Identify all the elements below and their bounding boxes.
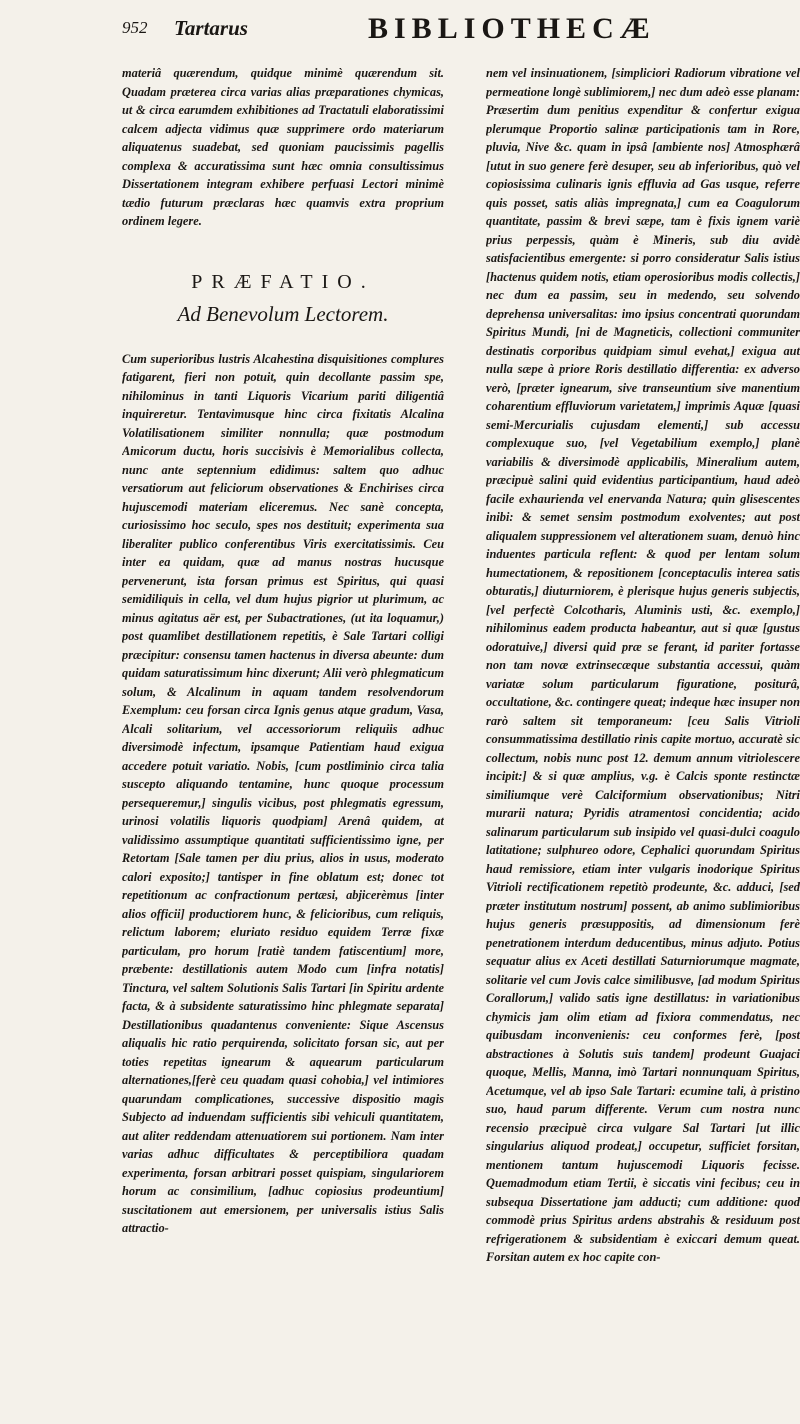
running-title: BIBLIOTHECÆ (368, 12, 656, 45)
running-header (122, 12, 800, 48)
right-column (486, 64, 800, 1424)
addressee-heading: Ad Benevolum Lectorem. (177, 302, 389, 326)
running-word: Tartarus (174, 16, 248, 40)
intro-paragraph: materiâ quærendum, quidque minimè quærendum sit. Quadam præterea circa varias alias præparationes chymicas, ut & circa earumdem exhibitiones ad Tractatuli elaboratissimi calcem adjecta vidimus quæ supprimere ordo materiarum aliquatenus suadebat, sed quoniam paucissimis pagellis complexa & accuratissima sunt hæc omnia consultissimus Dissertationem integram exhibere perfuasi Lectori minimè tædio futurum præclaras hæc quamvis extra proprium ordinem legere. (122, 66, 444, 228)
continuation-paragraph: nem vel insinuationem, [simpliciori Radiorum vibratione vel permeatione longè sublimiorem,] nec dum adeò esse planam: Præsertim dum penitius expenditur & confertur exigua plerumque Proportio salinæ participationis tam in Rore, pluvia, Nive &c. quam in ipsâ [ambiente nos] Atmosphærâ [utut in suo genere ferè desuper, seu ab inferioribus, quò vel copiosissima culinaris ignis effluvia ad Gas usque, referre quis posset, satis aliàs impregnata,] cum ea Coagulorum quantitate, passim & brevi sæpe, tam è fixis ignem variè prius perpessis, quàm è Mineris, sub diu avidè satisfacientibus emergente: si porro consideratur Salis istius [hactenus quidem notis, etiam operosioribus modis collectis,] nec dum ea passim, seu in medendo, seu solvendo deprehensa universalitas: imo ipsius concentrati quorundam Spiritus Mundi, [ni de Magneticis, collectioni communiter destinatis corporibus quidpiam simul evehat,] exigua aut nulla sæpe à priore Roris destillatio differentia: ex adverso verò, [præter ignearum, sive transeuntium sive manentium coharentium effluviorum varietatem,] imprimis Aquæ [quasi semi-Mercurialis cujusdam elementi,] sub accessu complexuque suo, [vel Vegetabilium exemplo,] planè variabilis & diversimodè applicabilis, Mineralium autem, præcipuè salini quid evidentius participantium, haud adeò facile exhaurienda vel enervanda Natura; quin glisescentes inibi: & semet sensim postmodum exolventes; aut post aliqualem suppressionem vel alterationem suam, denuò hinc induentes particula reflent: & quod per lentam solum humectationem, & repositionem [conceptaculis interea satis obturatis,] diuturniorem, è plerisque hujus generis subjectis, [vel perfectè Colcotharis, Aluminis usti, &c. exemplo,] nihilominus eadem producta habeantur, aut si quæ [gustus odoratuive,] diversi quid præ se ferant, id pariter fortasse non tam novæ extrinsecæque substantia accessui, quàm variatæ solum particularum figuratione, positurâ, occultatione, &c. contingere queat; indeque hæc insuper non rarò saltem sit temporaneum: [ceu Salis Vitrioli consummatissima destillatio rinis capite mortuo, accuratè sic collectum, nobis nunc post 12. demum annum vitriolescere incipit:] & si quæ amplius, v.g. è Calcis sponte restinctæ similiumque verè Calciformium observationibus; Nitri murarii natura; Pyridis atramentosi concidentia; acido salinarum particularum sub insipido vel quasi-dulci coagulo latitatione; sulphureo odore, Cephalici quorundam Spiritus haud remissiore, etiam inter vulgaris inodorique Spiritus Vitrioli rectificationem repetitò prodeunte, &c. adduci, [sed præter institutum nostrum] possent, ab animo sublimioribus hujus generis præsuppositis, ad dimensionum ferè penetrationem interdum deducentibus, minus adjuto. Potius sequatur alius ex Aceti destillati Saturniorumque magmate, solitarie vel cum Jovis calce similibusve, [ad modum Spiritus Corallorum,] valido satis igne destillatus: in variationibus chymicis jam olim etiam ad fixiora commendatus, nec quibusdam inconvenienis: ceu conformes ferè, [post abstractiones à Solutis suis tandem] prodeunt Guajaci quoque, Mellis, Manna, imò Tartari nonnunquam Spiritus, Acetumque, vel ab ipso Sale Tartari: ecumine tali, à pristino suo, haud parum differente. Verum cum nostra nunc recensio præcipuè circa vulgare Sal Tartari [ut illic singularius aliquod prodeat,] occupetur, sufficiet forsitan, mentionem tantum hujuscemodi Liquoris fecisse. Quemadmodum etiam Tertii, è siccatis vini fecibus; ceu in subsequa Dissertatione jam adducti; cum additione: quod commodè prius Spiritus ardens abstrahis & residuum post refrigerationem & subsidentiam è exiccari demum queat. Forsitan autem ex hoc capite con- (486, 66, 800, 1264)
preface-paragraph: Cum superioribus lustris Alcahestina disquisitiones complures fatigarent, fieri non potuit, quin decollante passim spe, nihilominus in tanti Liquoris Vicarium pariti diligentiâ inquireretur. Tentavimusque hinc circa fixitatis Alcalina Volatilisationem similiter nonnulla; quæ postmodum Amicorum ductu, horis succisivis è Memorialibus collecta, nunc ante septennium edidimus: saltem quo adhuc versatiorum aut feliciorum observationes & Enchirises circa hujuscemodi materiam eliceremus. Nec sanè concepta, curiosissimo hoc seculo, spes nos destituit; experimenta sua liberaliter publico conferentibus Viris exercitatissimis. Ceu inter ea quidam, quæ ad manus nostras hucusque pervenerunt, ista forsan primus est Spiritus, qui quasi semidiliquis in cella, vel dum hujus pigrior ut plurimum, ac minus agitatus aër est, per Subactrationes, (ut ita loquamur,) post quamlibet destillationem repetitis, è Sale Tartari colligi præcipitur: consensu tamen hactenus in diversa abeunte: dum quidam saturatissimum hinc dixerunt; Alii verò phlegmaticum solum, & Alcalinum in aquam tandem resolvendorum Exemplum: ceu forsan circa Ignis genus atque gradum, Vasa, Alcali solitarium, vel accessoriorum reliquiis adhuc diversimodè infectum, ipsamque Patientiam haud exigua accedere potuit variatio. Nobis, [cum postliminio circa talia suscepto aliquando tentamine, hunc quoque processum persequeremur,] singulis vicibus, post phlegmatis egressum, urinosi volatilis liquoris quodpiam] Arenâ quidem, at validissimo assumptique quantitati sufficientissimo igne, per Retortam [Sale tamen per diu prius, alios in usus, moderato calori exposito;] tantisper in fine oblatum est; donec tot repetitionum ac confractionum pertæsi, abjicerèmus [inter alios officii] productiorem hunc, & felicioribus, cum reliquis, relictum laborem; eluriato residuo equidem Terræ fixæ particulam, pro horum [ratiè tandem fatiscentium] more, præbente: destillationis autem Modo cum [infra notatis] Tinctura, vel saltem Solutionis Salis Tartari [in Spiritu ardente facta, & à subsidente saturatissimo hinc phlegmate separata] Destillationibus quadantenus conveniente: Sique Ascensus aliqualis hic ratio perquirenda, solicitato forsan sic, aut per toties repetitas ignearum & aquearum particularum alternationes,[ferè ceu quadam quasi cohobia,] vel intimiores quarundam complicationes, successive dispositio magis Subjecto ad induendam sufficientis sibi vehiculi quantitatem, aut aliter reddendam attenuatiorem sui portionem. Nam inter varias adhuc difficultates & perceptibiliora quadam experimenta, forsan arbitrari posset quispiam, singulariorem horum ac consimilium, [adhuc copiosius prodeuntium] suscitationem aut emersionem, per universalis istius Salis attractio- (122, 351, 444, 1235)
section-heading: PRÆFATIO. (191, 270, 375, 293)
page-number: 952 (122, 18, 148, 37)
left-column (122, 64, 444, 1424)
